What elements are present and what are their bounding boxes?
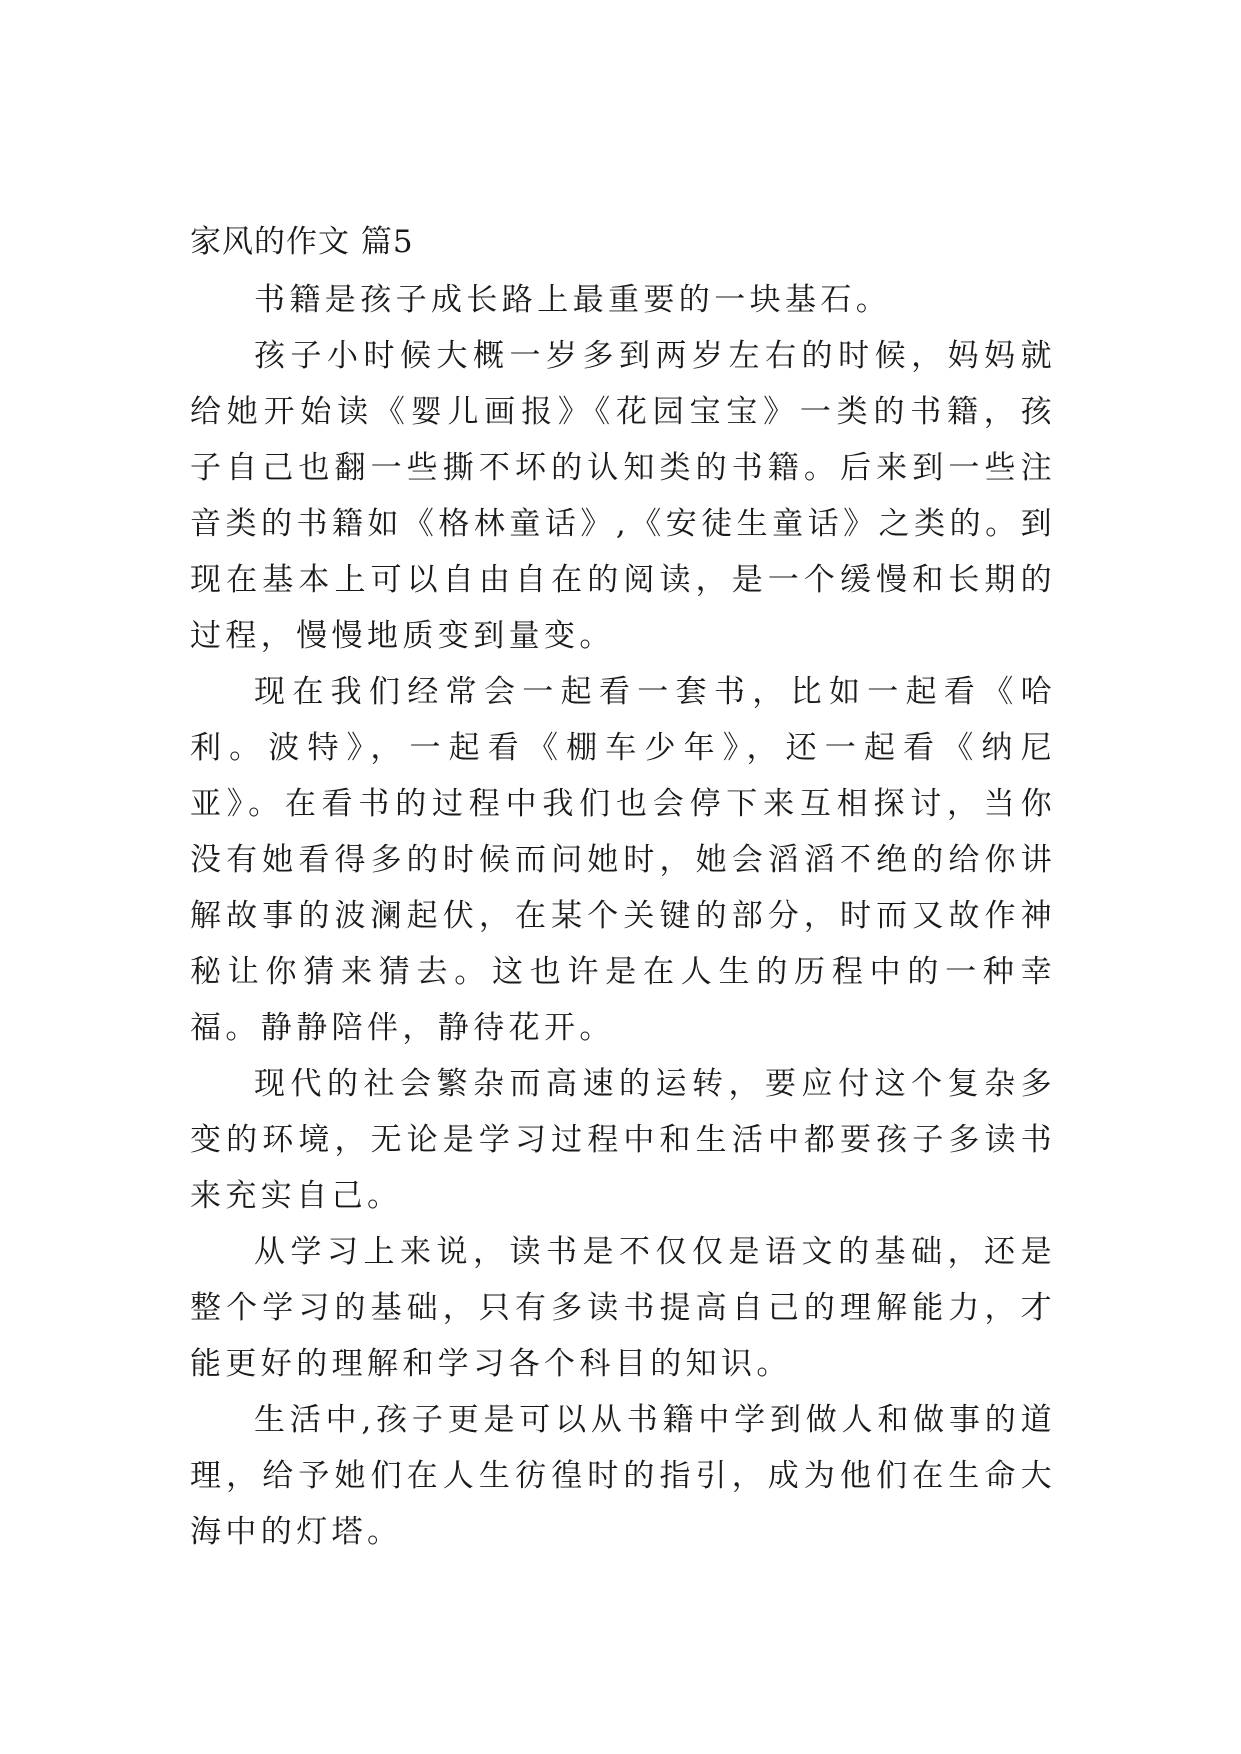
document-body: [190, 220, 1056, 1560]
paragraph-5: 从学习上来说，读书是不仅仅是语文的基础，还是整个学习的基础，只有多读书提高自己的理解能力，才能更好的理解和学习各个科目的知识。: [190, 1234, 1056, 1382]
paragraph-6: 生活中,孩子更是可以从书籍中学到做人和做事的道理，给予她们在人生彷徨时的指引，成为他们在生命大海中的灯塔。: [190, 1402, 1056, 1550]
paragraph-4: 现代的社会繁杂而高速的运转，要应付这个复杂多变的环境，无论是学习过程中和生活中都要孩子多读书来充实自己。: [190, 1066, 1056, 1214]
paragraph-2: 孩子小时候大概一岁多到两岁左右的时候，妈妈就给她开始读《婴儿画报》《花园宝宝》一类的书籍，孩子自己也翻一些撕不坏的认知类的书籍。后来到一些注音类的书籍如《格林童话》,《安徒生童话》之类的。到现在基本上可以自由自在的阅读，是一个缓慢和长期的过程，慢慢地质变到量变。: [190, 338, 1056, 654]
paragraph-3: 现在我们经常会一起看一套书，比如一起看《哈利。波特》，一起看《棚车少年》，还一起看《纳尼亚》。在看书的过程中我们也会停下来互相探讨，当你没有她看得多的时候而问她时，她会滔滔不绝的给你讲解故事的波澜起伏，在某个关键的部分，时而又故作神秘让你猜来猜去。这也许是在人生的历程中的一种幸福。静静陪伴，静待花开。: [190, 674, 1056, 1046]
paragraph-1: 书籍是孩子成长路上最重要的一块基石。: [254, 282, 892, 318]
document-heading: 家风的作文 篇5: [190, 224, 414, 260]
